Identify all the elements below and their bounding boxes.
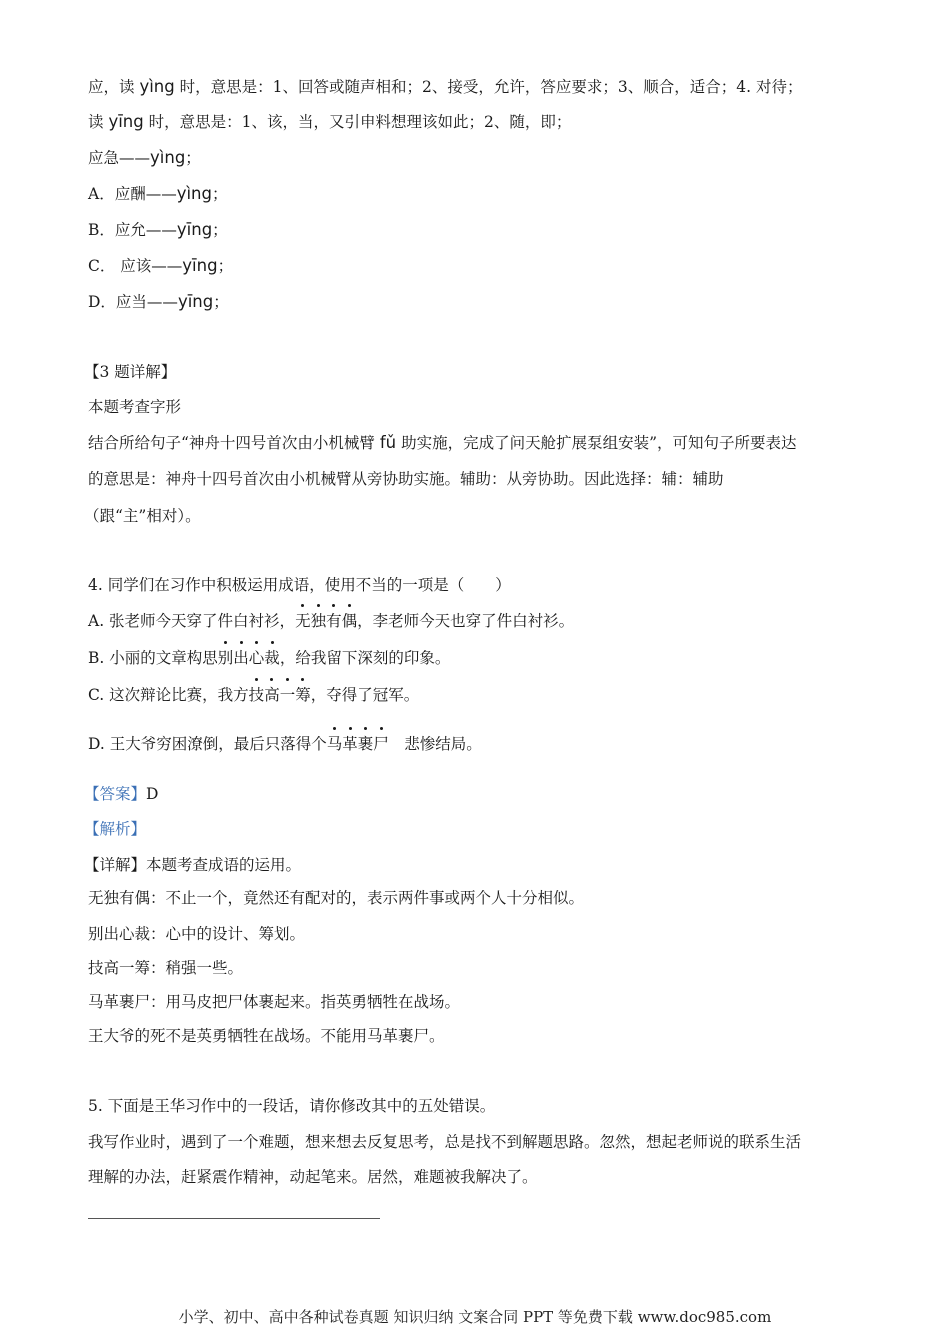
text-line [88,111,571,133]
text: ； [213,293,229,311]
text: 时，意思是：1、该，当，又引申料想理该如此；2、随，即； [143,113,572,131]
emphasized-idiom [295,610,357,632]
text: ； [185,149,201,167]
question-4: 4. 同学们在习作中积极运用成语，使用不当的一项是（ ） [88,576,511,594]
answer-blank-line [88,1218,380,1219]
pinyin: yīng [176,220,213,239]
text: 读 [88,113,109,131]
option-line [88,183,228,205]
idiom-char: 技 [248,686,265,704]
pinyin: yìng [139,77,175,96]
answer-tag: 【答案】 [84,785,147,803]
option-a [88,610,574,632]
text: 悲惨结局。 [388,735,482,753]
text: ，李老师今天也穿了件白衬衫。 [357,612,575,630]
text-line [88,432,797,454]
text: 时，意思是：1、回答或随声相和；2、接受，允许，答应要求；3、顺合，适合；4. 对待； [174,78,803,96]
idiom-char: 马 [326,735,343,753]
pinyin: yìng [150,148,186,167]
option-d [88,733,482,755]
idiom-char: 独 [310,612,327,630]
page-footer: 小学、初中、高中各种试卷真题 知识归纳 文案合同 PPT 等免费下载 www.doc985.com [178,1308,772,1326]
idiom-char: 尸 [373,735,389,753]
idiom-char: 有 [326,612,342,630]
detail-line: 马革裹尸：用马皮把尸体裹起来。指英勇牺牲在战场。 [88,993,461,1011]
text: C. 这次辩论比赛，我方 [88,686,249,704]
detail-line: 别出心裁：心中的设计、筹划。 [88,925,306,943]
idiom-char: 筹 [295,686,311,704]
text: B．应允—— [88,221,177,239]
idiom-char: 高 [264,686,280,704]
emphasized-idiom [249,684,311,706]
text: A. 张老师今天穿了件白衬衫， [88,612,296,630]
idiom-char: 一 [279,686,296,704]
passage-line: 我写作业时，遇到了一个难题，想来想去反复思考，总是找不到解题思路。忽然，想起老师说的联系生活 [88,1133,802,1151]
idiom-char: 别 [217,649,234,667]
answer-value: D [146,785,159,803]
analysis-tag: 【解析】 [84,820,147,838]
question-5: 5. 下面是王华习作中的一段话，请你修改其中的五处错误。 [88,1097,496,1115]
text: ，夺得了冠军。 [310,686,420,704]
text: 助实施，完成了问天舱扩展泵组安装”，可知句子所要表达 [396,434,797,452]
text: B. 小丽的文章构思 [88,649,218,667]
text: D. 王大爷穷困潦倒，最后只落得个 [88,735,327,753]
pinyin: fǔ [379,433,397,452]
text: D．应当—— [88,293,178,311]
text-line: 的意思是：神舟十四号首次由小机械臂从旁协助实施。辅助：从旁协助。因此选择：辅：辅助 [88,470,724,488]
text: ，给我留下深刻的印象。 [279,649,451,667]
text: ； [211,185,228,203]
idiom-char: 心 [248,649,265,667]
text: ； [212,221,228,239]
emphasized-idiom [327,733,389,755]
idiom-char: 裹 [357,735,374,753]
text: 应急—— [88,149,151,167]
text: ； [217,257,234,275]
section-heading: 【3 题详解】 [84,363,177,381]
option-line [88,219,228,241]
idiom-char: 出 [233,649,249,667]
text-line: （跟“主”相对）。 [84,507,201,525]
idiom-char: 无 [295,612,311,630]
passage-line: 理解的办法，赶紧震作精神，动起笔来。居然，难题被我解决了。 [88,1168,538,1186]
idiom-char: 偶 [341,612,358,630]
pinyin: yīng [108,112,144,131]
idiom-char: 裁 [264,649,280,667]
emphasized-idiom [218,647,280,669]
detail-line: 无独有偶：不止一个，竟然还有配对的，表示两件事或两个人十分相似。 [88,889,585,907]
detail-line: 技高一筹：稍强一些。 [88,959,244,977]
text-line [88,76,802,98]
pinyin: yìng [176,184,212,203]
option-c [88,684,419,706]
option-b [88,647,450,669]
idiom-char: 革 [342,735,358,753]
pinyin: yīng [182,256,218,275]
detail-line: 【详解】本题考查成语的运用。 [84,856,302,874]
text-line: 本题考查字形 [88,398,182,416]
pinyin: yīng [177,292,214,311]
text: A．应酬—— [88,185,177,203]
option-line [88,291,229,313]
answer-line [84,783,158,805]
text: 结合所给句子“神舟十四号首次由小机械臂 [88,434,380,452]
text: C． 应该—— [88,257,183,275]
text: 应，读 [88,78,140,96]
text-line [88,147,201,169]
option-line [88,255,233,277]
detail-line: 王大爷的死不是英勇牺牲在战场。不能用马革裹尸。 [88,1027,445,1045]
